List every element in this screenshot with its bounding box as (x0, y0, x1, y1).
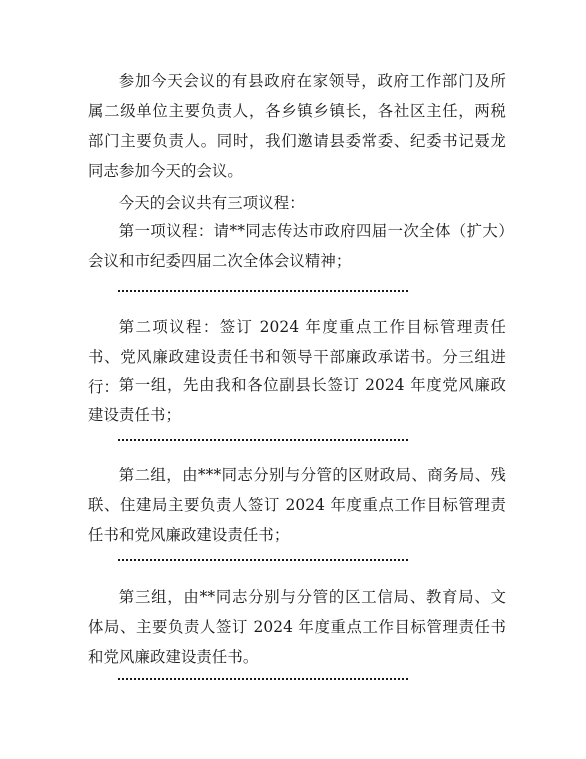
ellipsis-divider (118, 439, 408, 447)
ellipsis-divider (118, 290, 408, 298)
paragraph-group-1: 第一组，先由我和各位副县长签订 2024 年度党风廉政建设责任书； (88, 376, 506, 424)
paragraph-agenda-item-1: 第一项议程：请**同志传达市政府四届一次全体（扩大）会议和市纪委四届二次全体会议精神； (88, 222, 506, 270)
paragraph-group-3: 第三组，由**同志分别与分管的区工信局、教育局、文体局、主要负责人签订 2024 年度重点工作目标管理责任书和党风廉政建设责任书。 (88, 588, 506, 666)
paragraph-attendees: 参加今天会议的有县政府在家领导，政府工作部门及所属二级单位主要负责人，各乡镇乡镇长，各社区主任，两税部门主要负责人。同时，我们邀请县委常委、纪委书记聂龙同志参加今天的会议。 (88, 72, 506, 180)
ellipsis-divider (118, 559, 408, 567)
paragraph-agenda-item-2: 第二项议程：签订 2024 年度重点工作目标管理责任书、党风廉政建设责任书和领导干部廉政承诺书。分三组进行： (88, 318, 506, 396)
paragraph-agenda-intro: 今天的会议共有三项议程： (118, 194, 305, 212)
ellipsis-divider (118, 678, 408, 686)
paragraph-group-2: 第二组，由***同志分别与分管的区财政局、商务局、残联、住建局主要负责人签订 2024 年度重点工作目标管理责任书和党风廉政建设责任书； (88, 466, 506, 544)
